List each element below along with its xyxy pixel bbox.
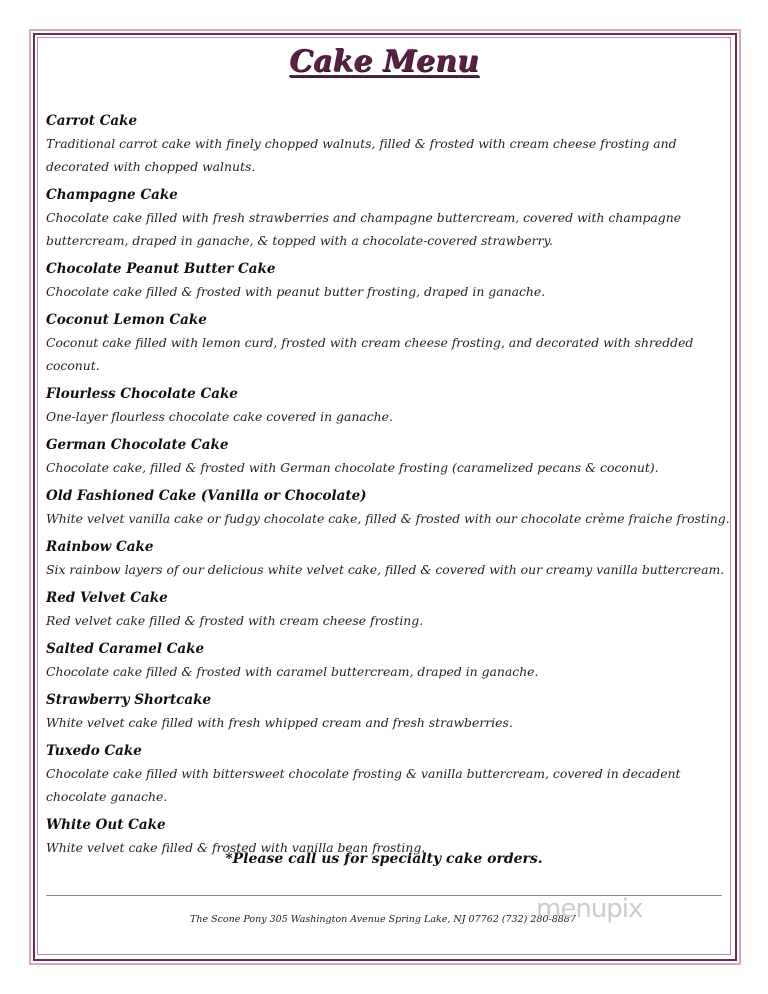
- item-description: Traditional carrot cake with finely chopped walnuts, filled & frosted with cream cheese frosting and decorated with chopped walnuts.: [46, 136, 677, 174]
- menu-item: [46, 638, 730, 683]
- watermark: menupix: [536, 894, 643, 924]
- menu-item: [46, 587, 730, 632]
- item-description: Chocolate cake filled & frosted with peanut butter frosting, draped in ganache.: [46, 284, 546, 299]
- item-name: Coconut Lemon Cake: [46, 312, 207, 328]
- item-name: White Out Cake: [46, 817, 166, 833]
- menu-item: [46, 110, 730, 178]
- footer-address: The Scone Pony 305 Washington Avenue Spring Lake, NJ 07762 (732) 280-8887: [190, 914, 576, 925]
- item-name: Champagne Cake: [46, 187, 178, 203]
- item-description: Chocolate cake filled & frosted with caramel buttercream, draped in ganache.: [46, 664, 539, 679]
- item-name: Strawberry Shortcake: [46, 692, 212, 708]
- item-description: Chocolate cake filled with fresh strawberries and champagne buttercream, covered with champagne buttercream, draped in ganache, & topped with a chocolate-covered strawberry.: [46, 210, 682, 248]
- item-description: Red velvet cake filled & frosted with cream cheese frosting.: [46, 613, 424, 628]
- page-title: Cake Menu: [289, 44, 479, 79]
- item-description: Coconut cake filled with lemon curd, frosted with cream cheese frosting, and decorated with shredded coconut.: [46, 335, 694, 373]
- item-description: Chocolate cake filled with bittersweet chocolate frosting & vanilla buttercream, covered in decadent chocolate ganache.: [46, 766, 681, 804]
- item-description: White velvet cake filled with fresh whipped cream and fresh strawberries.: [46, 715, 513, 730]
- menu-item: [46, 485, 730, 530]
- menu-list: [46, 110, 730, 865]
- item-name: Carrot Cake: [46, 113, 138, 129]
- menu-item: [46, 258, 730, 303]
- item-name: Old Fashioned Cake (Vanilla or Chocolate): [46, 488, 367, 504]
- menu-item: [46, 536, 730, 581]
- menu-item: [46, 740, 730, 808]
- item-description: Chocolate cake, filled & frosted with German chocolate frosting (caramelized pecans & coconut).: [46, 460, 659, 475]
- item-name: Tuxedo Cake: [46, 743, 142, 759]
- item-description: Six rainbow layers of our delicious white velvet cake, filled & covered with our creamy vanilla buttercream.: [46, 562, 725, 577]
- menu-item: [46, 434, 730, 479]
- menu-item: [46, 309, 730, 377]
- item-name: Red Velvet Cake: [46, 590, 168, 606]
- item-name: Rainbow Cake: [46, 539, 154, 555]
- specialty-order-note: *Please call us for specialty cake orders.: [225, 851, 543, 867]
- item-name: Salted Caramel Cake: [46, 641, 205, 657]
- item-description: White velvet cake filled & frosted with vanilla bean frosting.: [46, 840, 426, 855]
- menu-item: [46, 383, 730, 428]
- item-description: White velvet vanilla cake or fudgy chocolate cake, filled & frosted with our chocolate crème fraiche frosting.: [46, 511, 730, 526]
- item-name: German Chocolate Cake: [46, 437, 229, 453]
- menu-item: [46, 184, 730, 252]
- menu-item: [46, 689, 730, 734]
- item-name: Chocolate Peanut Butter Cake: [46, 261, 276, 277]
- item-description: One-layer flourless chocolate cake covered in ganache.: [46, 409, 393, 424]
- item-name: Flourless Chocolate Cake: [46, 386, 238, 402]
